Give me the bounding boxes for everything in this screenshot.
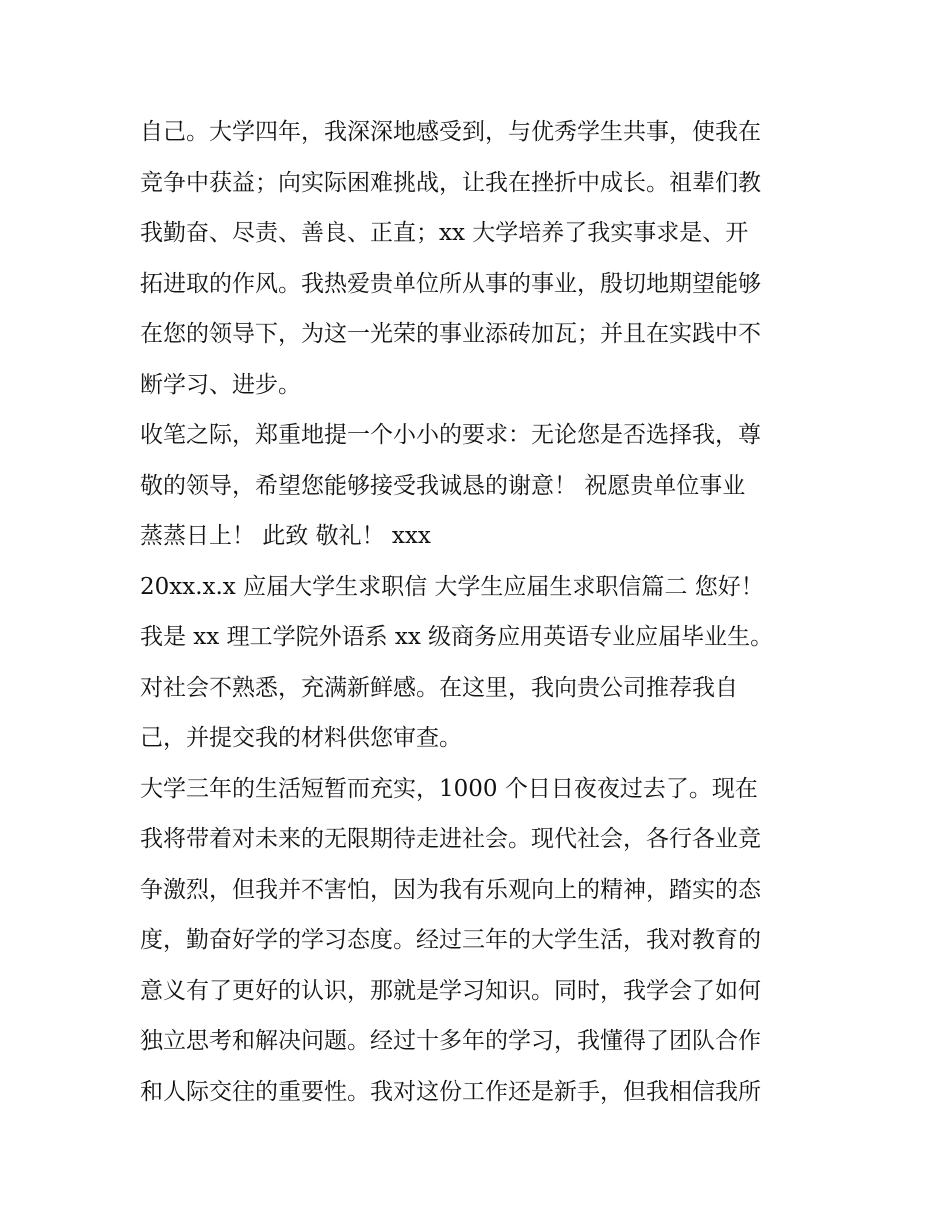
text-line: 我将带着对未来的无限期待走进社会。现代社会，各行各业竞 <box>140 826 761 852</box>
text-line: 己，并提交我的材料供您审查。 <box>140 725 462 751</box>
text-line: 拓进取的作风。我热爱贵单位所从事的事业，殷切地期望能够 <box>140 270 761 297</box>
text-line: 独立思考和解决问题。经过十多年的学习，我懂得了团队合作 <box>140 1028 761 1054</box>
text-line: 在您的领导下，为这一光荣的事业添砖加瓦；并且在实践中不 <box>140 321 761 347</box>
text-line: 敬的领导，希望您能够接受我诚恳的谢意！ 祝愿贵单位事业 <box>140 472 746 499</box>
text-line: 我勤奋、尽责、善良、正直；xx 大学培养了我实事求是、开 <box>140 220 749 246</box>
text-line: 20xx.x.x 应届大学生求职信 大学生应届生求职信篇二 您好！ <box>140 573 764 600</box>
text-line: 断学习、进步。 <box>140 371 301 398</box>
text-line: 自己。大学四年，我深深地感受到，与优秀学生共事，使我在 <box>140 119 761 145</box>
text-line: 竞争中获益；向实际困难挑战，让我在挫折中成长。祖辈们教 <box>140 169 761 196</box>
text-line: 争激烈，但我并不害怕，因为我有乐观向上的精神，踏实的态 <box>140 876 761 903</box>
text-line: 和人际交往的重要性。我对这份工作还是新手，但我相信我所 <box>140 1078 761 1105</box>
text-line: 收笔之际，郑重地提一个小小的要求：无论您是否选择我，尊 <box>140 422 761 448</box>
text-line: 蒸蒸日上！ 此致 敬礼！ xxx <box>140 523 431 549</box>
text-line: 度，勤奋好学的学习态度。经过三年的大学生活，我对教育的 <box>140 927 761 953</box>
text-line: 对社会不熟悉，充满新鲜感。在这里，我向贵公司推荐我自 <box>140 674 738 701</box>
text-line: 大学三年的生活短暂而充实，1000 个日日夜夜过去了。现在 <box>140 775 758 802</box>
text-line: 意义有了更好的认识，那就是学习知识。同时，我学会了如何 <box>140 977 761 1004</box>
text-line: 我是 xx 理工学院外语系 xx 级商务应用英语专业应届毕业生。 <box>140 624 774 650</box>
document-body <box>140 107 820 1117</box>
